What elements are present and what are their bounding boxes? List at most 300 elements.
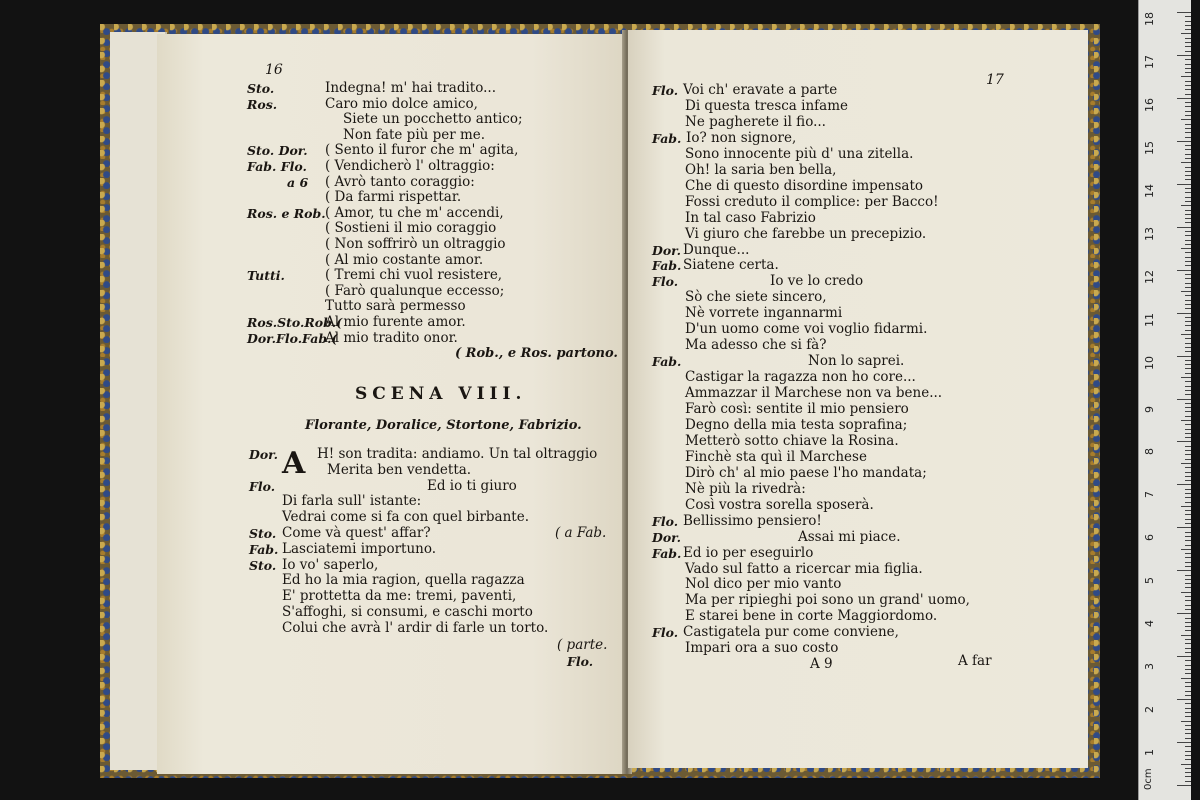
ruler-tick [1185,665,1191,666]
ruler-tick [1185,192,1191,193]
verse-line: ( Da farmi rispettar. [325,189,462,206]
verse-line: Così vostra sorella sposerà. [685,496,874,513]
verse-line: Sò che siete sincero, [685,289,827,306]
ruler-tick [1185,81,1191,82]
verse-line: Metterò sotto chiave la Rosina. [685,432,899,449]
speaker-label: Sto. [247,81,275,96]
ruler-tick [1185,42,1191,43]
ruler-tick [1177,570,1191,571]
ruler-tick [1185,733,1191,734]
ruler-tick [1185,583,1191,584]
ruler-number: 13 [1143,226,1156,241]
verse-line: Sono innocente più d' una zitella. [685,145,914,162]
verse-line: Merita ben vendetta. [327,461,472,478]
ruler-tick [1185,489,1191,490]
ruler-tick [1185,673,1191,674]
ruler-tick [1185,695,1191,696]
verse-line: Vedrai come si fa con quel birbante. [282,509,530,526]
ruler-tick [1185,411,1191,412]
speaker-label: Ros.Sto.Rob.( [247,315,343,330]
ruler-tick [1185,776,1191,777]
speaker-label: Fab. [249,541,279,557]
ruler-tick [1185,38,1191,39]
verse-line: Impari ora a suo costo [685,640,839,657]
ruler-tick [1181,592,1191,593]
ruler-tick [1185,639,1191,640]
ruler-tick [1185,648,1191,649]
ruler-tick [1185,106,1191,107]
ruler-tick [1185,476,1191,477]
left-page [157,34,625,774]
ruler-tick [1185,46,1191,47]
ruler-tick [1185,59,1191,60]
ruler-tick [1181,549,1191,550]
ruler-tick [1185,708,1191,709]
speaker-label: Fab. [652,130,682,146]
ruler-tick [1185,437,1191,438]
ruler-tick [1185,579,1191,580]
ruler-tick [1185,149,1191,150]
ruler-tick [1185,222,1191,223]
ruler-tick [1185,274,1191,275]
cast-list: Florante, Doralice, Stortone, Fabrizio. [305,418,582,433]
verse-line: Lasciatemi importuno. [282,540,437,557]
ruler-tick [1181,33,1191,34]
verse-line: ( Amor, tu che m' accendi, [325,204,504,221]
ruler-tick [1177,98,1191,99]
ruler-tick [1185,553,1191,554]
verse-line: Io vo' saperlo, [282,556,379,573]
ruler-tick [1185,446,1191,447]
verse-line: Ed ho la mia ragion, quella ragazza [282,572,525,589]
verse-line: ( Vendicherò l' oltraggio: [325,158,495,174]
ruler-tick [1185,781,1191,782]
ruler-tick [1185,691,1191,692]
ruler-tick [1185,746,1191,747]
ruler-tick [1177,356,1191,357]
ruler-tick [1185,480,1191,481]
ruler-tick [1185,218,1191,219]
verse-line: Finchè sta quì il Marchese [685,448,867,465]
ruler-number: 5 [1143,577,1156,585]
verse-line: Io? non signore, [686,129,797,146]
speaker-label: Flo. [652,625,679,641]
verse-line: Assai mi piace. [798,528,901,545]
speaker-label: Dor.Flo.Fab.( [247,330,338,346]
ruler-number: 4 [1143,620,1156,628]
ruler-tick [1185,64,1191,65]
verse-line: S'affoghi, si consumi, e caschi morto [282,604,533,620]
speaker-label: Sto. [249,557,277,573]
ruler-tick [1185,433,1191,434]
ruler-tick [1177,12,1191,13]
ruler-tick [1185,497,1191,498]
ruler-tick [1185,575,1191,576]
ruler-tick [1185,128,1191,129]
verse-line: Non lo saprei. [808,353,905,370]
ruler-number: 17 [1143,54,1156,69]
ruler-tick [1185,519,1191,520]
ruler-tick [1185,364,1191,365]
stage-aside: ( a Fab. [555,525,607,541]
ruler-tick [1185,768,1191,769]
speaker-label: Sto. [249,526,277,541]
verse-line: Vado sul fatto a ricercar mia figlia. [685,560,923,577]
speaker-label: Sto. Dor. [247,143,308,159]
speaker-label: Dor. [652,242,681,258]
ruler-tick [1185,338,1191,339]
ruler-tick [1185,557,1191,558]
page-number-left: 16 [265,62,283,78]
ruler-number: 11 [1143,312,1156,327]
ruler-tick [1185,510,1191,511]
ruler-tick [1185,562,1191,563]
ruler-tick [1185,158,1191,159]
ruler-tick [1185,660,1191,661]
ruler-number: 12 [1143,269,1156,284]
verse-line: Come và quest' affar? [282,525,431,541]
ruler-tick [1185,669,1191,670]
ruler-number: 16 [1143,97,1156,112]
ruler-tick [1185,29,1191,30]
catchword-right: A far [958,653,992,669]
ruler-tick [1185,317,1191,318]
ruler-tick [1181,377,1191,378]
ruler-tick [1185,381,1191,382]
speaker-label: Fab. [652,354,682,370]
ruler-tick [1185,772,1191,773]
ruler-tick [1185,360,1191,361]
ruler-tick [1185,467,1191,468]
verse-line: Ammazzar il Marchese non va bene... [685,385,943,402]
ruler-tick [1185,626,1191,627]
exit-direction: ( Rob., e Ros. partono. [455,346,618,361]
ruler-tick [1185,201,1191,202]
ruler-tick [1185,252,1191,253]
ruler-tick [1181,119,1191,120]
ruler-tick [1185,145,1191,146]
verse-line: Al mio furente amor. [325,314,466,330]
verse-line: Farò così: sentite il mio pensiero [685,401,909,417]
verse-line: ( Al mio costante amor. [325,251,484,268]
measuring-ruler [1138,0,1191,800]
ruler-tick [1181,506,1191,507]
verse-line: Oh! la saria ben bella, [685,161,837,178]
ruler-tick [1185,618,1191,619]
verse-line: Ne pagherete il fio... [685,113,826,130]
ruler-tick [1185,703,1191,704]
ruler-tick [1185,235,1191,236]
verse-line: ( Tremi chi vuol resistere, [325,267,503,284]
ruler-tick [1185,197,1191,198]
verse-line: E starei bene in corte Maggiordomo. [685,608,938,625]
ruler-tick [1181,205,1191,206]
speaker-label: Flo. [249,478,276,494]
verse-line: Dunque... [683,241,750,258]
ruler-tick [1185,94,1191,95]
verse-line: D'un uomo come voi voglio fidarmi. [685,321,928,338]
verse-line: ( Avrò tanto coraggio: [325,173,475,190]
ruler-tick [1185,403,1191,404]
ruler-tick [1185,605,1191,606]
ruler-tick [1177,141,1191,142]
ruler-tick [1185,304,1191,305]
verse-line: Ed io ti giuro [427,477,517,494]
ruler-tick [1185,171,1191,172]
ruler-tick [1177,55,1191,56]
ruler-tick [1185,716,1191,717]
verse-line: Nè vorrete ingannarmi [685,305,843,322]
ruler-tick [1185,25,1191,26]
page-number-right: 17 [986,72,1004,88]
ruler-tick [1185,368,1191,369]
verse-line: Dirò ch' al mio paese l'ho mandata; [685,464,927,481]
speaker-label: Fab. [652,258,682,274]
ruler-tick [1181,463,1191,464]
verse-line: Castigar la ragazza non ho core... [685,369,916,386]
ruler-tick [1185,287,1191,288]
ruler-tick [1185,738,1191,739]
verse-line: Di questa tresca infame [685,97,848,114]
verse-line: Siatene certa. [683,257,779,274]
ruler-tick [1185,459,1191,460]
ruler-tick [1185,21,1191,22]
verse-line: Ma adesso che si fà? [685,337,827,354]
ruler-tick [1185,167,1191,168]
ruler-tick [1185,536,1191,537]
ruler-tick [1185,115,1191,116]
ruler-tick [1177,699,1191,700]
ruler-tick [1185,179,1191,180]
ruler-tick [1185,308,1191,309]
ruler-tick [1185,609,1191,610]
ruler-tick [1177,656,1191,657]
ruler-tick [1177,184,1191,185]
verse-line: Al mio tradito onor. [325,329,458,346]
ruler-tick [1185,102,1191,103]
ruler-tick [1185,652,1191,653]
ruler-tick [1185,295,1191,296]
ruler-tick [1185,111,1191,112]
ruler-tick [1181,420,1191,421]
ruler-tick [1181,635,1191,636]
ruler-tick [1177,227,1191,228]
ruler-tick [1181,248,1191,249]
speaker-label: Ros. [247,96,278,112]
ruler-tick [1185,210,1191,211]
ruler-tick [1185,240,1191,241]
ruler-tick [1185,407,1191,408]
ruler-tick [1185,523,1191,524]
ruler-tick [1177,441,1191,442]
verse-line: Tutto sarà permesso [325,298,466,315]
ruler-tick [1181,291,1191,292]
ruler-tick [1185,137,1191,138]
ruler-tick [1185,755,1191,756]
verse-line: Ed io per eseguirlo [683,544,814,561]
ruler-tick [1177,484,1191,485]
ruler-number: 15 [1143,140,1156,155]
ruler-tick [1177,399,1191,400]
ruler-number: 3 [1143,663,1156,671]
ruler-tick [1177,613,1191,614]
ruler-tick [1185,493,1191,494]
ruler-tick [1185,596,1191,597]
speaker-label: a 6 [287,174,309,190]
verse-line: Colui che avrà l' ardir di farle un torto. [282,619,549,636]
drop-cap: A [282,446,306,481]
exit-parte: ( parte. [557,637,608,653]
ruler-tick [1181,721,1191,722]
ruler-tick [1185,725,1191,726]
ruler-tick [1185,386,1191,387]
speaker-label: Dor. [249,447,278,462]
ruler-tick [1181,334,1191,335]
ruler-number: 9 [1143,405,1156,413]
speaker-label: Dor. [652,529,681,545]
ruler-tick [1185,214,1191,215]
ruler-tick [1185,416,1191,417]
ruler-tick [1185,373,1191,374]
verse-line: Ma per ripieghi poi sono un grand' uomo, [685,592,970,609]
right-page [628,30,1088,768]
ruler-tick [1185,643,1191,644]
ruler-tick [1185,265,1191,266]
ruler-tick [1185,351,1191,352]
ruler-tick [1185,454,1191,455]
ruler-tick [1185,124,1191,125]
ruler-tick [1185,257,1191,258]
ruler-tick [1185,540,1191,541]
ruler-tick [1185,429,1191,430]
ruler-tick [1185,300,1191,301]
verse-line: ( Non soffrirò un oltraggio [325,236,506,252]
ruler-number: 14 [1143,183,1156,198]
scene-heading: SCENA VIII. [355,384,527,404]
verse-line: ( Sostieni il mio coraggio [325,220,497,237]
verse-line: Di farla sull' istante: [282,493,422,510]
verse-line: In tal caso Fabrizio [685,209,816,226]
ruler-tick [1185,630,1191,631]
ruler-tick [1177,785,1191,786]
ruler-tick [1185,545,1191,546]
ruler-tick [1185,16,1191,17]
ruler-tick [1177,527,1191,528]
ruler-tick [1185,450,1191,451]
ruler-tick [1177,270,1191,271]
ruler-tick [1185,514,1191,515]
ruler-tick [1185,600,1191,601]
verse-line: Caro mio dolce amico, [325,95,478,112]
verse-line: Non fate più per me. [343,126,486,143]
ruler-tick [1185,729,1191,730]
ruler-tick [1185,188,1191,189]
ruler-tick [1185,390,1191,391]
verse-line: E' prottetta da me: tremi, paventi, [282,588,517,605]
ruler-tick [1185,72,1191,73]
ruler-tick [1181,162,1191,163]
ruler-tick [1181,678,1191,679]
ruler-tick [1185,261,1191,262]
ruler-tick [1185,394,1191,395]
verse-line: Siete un pocchetto antico; [343,111,523,128]
verse-line: Io ve lo credo [770,273,864,290]
ruler-tick [1185,85,1191,86]
ruler-tick [1185,244,1191,245]
verse-line: Voi ch' eravate a parte [683,82,838,98]
ruler-tick [1185,532,1191,533]
ruler-number: 1 [1143,749,1156,757]
ruler-tick [1185,175,1191,176]
ruler-tick [1185,154,1191,155]
ruler-tick [1185,325,1191,326]
speaker-label: Tutti. [247,268,285,284]
speaker-label: Flo. [652,513,679,529]
ruler-number: 8 [1143,448,1156,456]
ruler-number: 2 [1143,706,1156,714]
ruler-number: 7 [1143,491,1156,499]
verse-line: Che di questo disordine impensato [685,177,924,194]
ruler-unit: 0cm [1143,768,1154,790]
signature-mark: A 9 [810,656,833,672]
verse-line: Degno della mia testa soprafina; [685,416,908,433]
ruler-tick [1185,347,1191,348]
verse-line: Castigatela pur come conviene, [683,624,899,641]
ruler-tick [1185,132,1191,133]
ruler-tick [1185,330,1191,331]
ruler-tick [1185,751,1191,752]
verse-line: ( Sento il furor che m' agita, [325,142,519,159]
verse-line: Indegna! m' hai tradito... [325,80,496,96]
ruler-tick [1185,231,1191,232]
catchword-left: Flo. [567,654,594,669]
ruler-tick [1185,622,1191,623]
ruler-tick [1177,742,1191,743]
ruler-tick [1185,283,1191,284]
speaker-label: Ros. e Rob. [247,205,326,221]
ruler-tick [1185,424,1191,425]
ruler-tick [1177,313,1191,314]
verse-line: Nè più la rivedrà: [685,480,806,497]
speaker-label: Flo. [652,83,679,98]
ruler-tick [1185,712,1191,713]
verse-line: Vi giuro che farebbe un precepizio. [685,225,927,242]
ruler-tick [1185,343,1191,344]
ruler-tick [1181,764,1191,765]
ruler-tick [1185,68,1191,69]
speaker-label: Fab. [652,545,682,561]
verse-line: Nol dico per mio vanto [685,576,842,593]
ruler-tick [1185,686,1191,687]
verse-line: H! son tradita: andiamo. Un tal oltraggio [317,446,598,462]
speaker-label: Fab. Flo. [247,159,307,174]
verse-line: ( Farò qualunque eccesso; [325,282,505,299]
ruler-tick [1185,278,1191,279]
verse-line: Fossi creduto il complice: per Bacco! [685,193,939,210]
ruler-number: 6 [1143,534,1156,542]
ruler-tick [1185,51,1191,52]
ruler-tick [1181,76,1191,77]
ruler-tick [1185,472,1191,473]
ruler-tick [1185,502,1191,503]
ruler-tick [1185,682,1191,683]
speaker-label: Flo. [652,274,679,290]
ruler-tick [1185,89,1191,90]
ruler-tick [1185,566,1191,567]
ruler-tick [1185,759,1191,760]
ruler-tick [1185,587,1191,588]
ruler-number: 18 [1143,12,1156,26]
